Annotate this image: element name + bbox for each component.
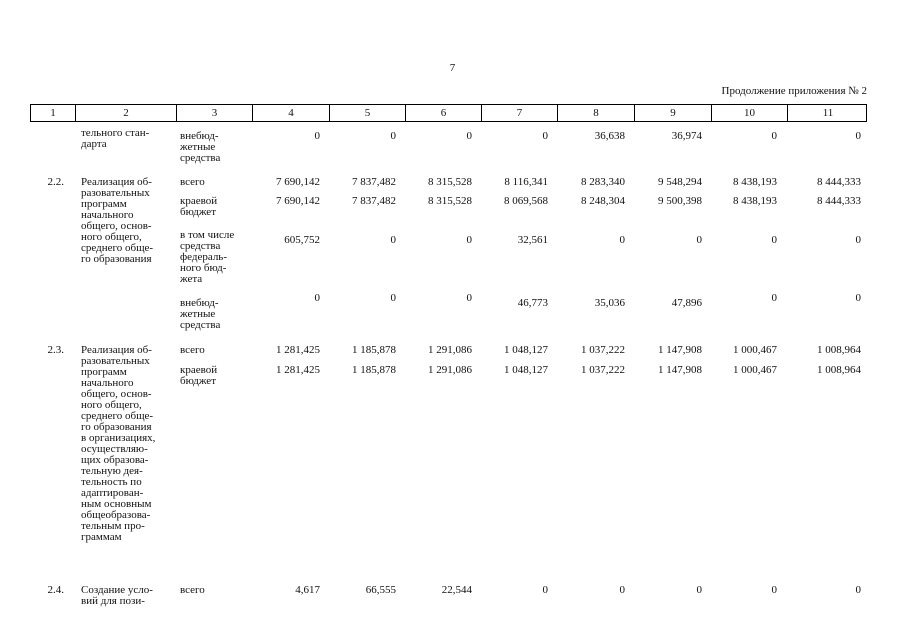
value-cell: 66,555 [365,584,396,596]
value-cell: 8 248,304 [581,195,625,207]
value-cell: 1 008,964 [817,364,861,376]
value-cell: 0 [855,584,861,596]
value-cell: 35,036 [594,297,625,309]
column-header-2: 2 [76,105,177,121]
row-number: 2.3. [47,344,64,356]
value-cell: 0 [314,130,320,142]
value-cell: 8 315,528 [428,195,472,207]
value-cell: 0 [390,234,396,246]
value-cell: 0 [855,292,861,304]
row-name: Реализация об- разовательных программ начального общего, основ- ного общего, среднего обще- го образования [81,176,154,265]
value-cell: 0 [466,130,472,142]
value-cell: 0 [619,234,625,246]
value-cell: 7 690,142 [276,195,320,207]
value-cell: 0 [314,292,320,304]
value-cell: 32,561 [517,234,548,246]
appendix-continuation-note: Продолжение приложения № 2 [721,85,867,97]
column-header-10: 10 [712,105,788,121]
value-cell: 8 444,333 [817,195,861,207]
value-cell: 1 037,222 [581,344,625,356]
value-cell: 605,752 [284,234,320,246]
funding-source-label: всего [180,584,205,596]
value-cell: 0 [542,130,548,142]
value-cell: 1 185,878 [352,364,396,376]
column-header-1: 1 [31,105,76,121]
value-cell: 0 [542,584,548,596]
value-cell: 0 [390,130,396,142]
value-cell: 7 690,142 [276,176,320,188]
column-header-11: 11 [822,107,834,119]
value-cell: 22,544 [441,584,472,596]
row-number: 2.2. [47,176,64,188]
value-cell: 8 116,341 [504,176,548,188]
value-cell: 1 048,127 [504,364,548,376]
value-cell: 0 [771,584,777,596]
value-cell: 0 [390,292,396,304]
row-name: тельного стан- дарта [81,127,150,150]
row-number: 2.4. [47,584,64,596]
funding-source-label: всего [180,344,205,356]
value-cell: 8 438,193 [733,195,777,207]
value-cell: 1 048,127 [504,344,548,356]
value-cell: 1 147,908 [658,364,702,376]
value-cell: 0 [855,234,861,246]
value-cell: 0 [696,234,702,246]
row-name: Создание усло- вий для пози- [81,584,153,607]
column-header-8: 8 [558,105,635,121]
value-cell: 0 [771,292,777,304]
value-cell: 1 037,222 [581,364,625,376]
value-cell: 1 291,086 [428,344,472,356]
value-cell: 1 185,878 [352,344,396,356]
value-cell: 0 [619,584,625,596]
funding-source-label: всего [180,176,205,188]
value-cell: 0 [466,234,472,246]
value-cell: 8 069,568 [504,195,548,207]
column-header-7: 7 [482,105,558,121]
value-cell: 8 315,528 [428,176,472,188]
value-cell: 8 438,193 [733,176,777,188]
table-header-row [30,104,867,122]
value-cell: 0 [466,292,472,304]
value-cell: 1 281,425 [276,344,320,356]
value-cell: 1 000,467 [733,364,777,376]
column-header-9: 9 [635,105,712,121]
column-header-6: 6 [406,105,482,121]
funding-source-label: внебюд- жетные средства [180,130,221,164]
value-cell: 1 281,425 [276,364,320,376]
value-cell: 9 548,294 [658,176,702,188]
column-header-5: 5 [330,105,406,121]
funding-source-label: в том числе средства федераль- ного бюд- жета [180,229,235,285]
value-cell: 46,773 [517,297,548,309]
value-cell: 0 [696,584,702,596]
value-cell: 47,896 [671,297,702,309]
value-cell: 0 [855,130,861,142]
funding-source-label: краевой бюджет [180,195,218,218]
value-cell: 1 147,908 [658,344,702,356]
value-cell: 8 444,333 [817,176,861,188]
column-header-4: 4 [253,105,330,121]
funding-source-label: краевой бюджет [180,364,218,387]
value-cell: 0 [771,130,777,142]
funding-source-label: внебюд- жетные средства [180,297,221,331]
value-cell: 36,638 [594,130,625,142]
value-cell: 1 000,467 [733,344,777,356]
value-cell: 4,617 [295,584,320,596]
column-header-3: 3 [177,105,253,121]
page-number: 7 [449,62,456,74]
value-cell: 1 008,964 [817,344,861,356]
value-cell: 7 837,482 [352,176,396,188]
value-cell: 9 500,398 [658,195,702,207]
value-cell: 36,974 [671,130,702,142]
value-cell: 8 283,340 [581,176,625,188]
value-cell: 7 837,482 [352,195,396,207]
value-cell: 1 291,086 [428,364,472,376]
value-cell: 0 [771,234,777,246]
row-name: Реализация об- разовательных программ начального общего, основ- ного общего, среднего обще- го образования в организациях, осуществляю- щих образова- тельную дея- тельность по адаптирован- ным основным общеобразова- тельным про- граммам [81,344,156,543]
